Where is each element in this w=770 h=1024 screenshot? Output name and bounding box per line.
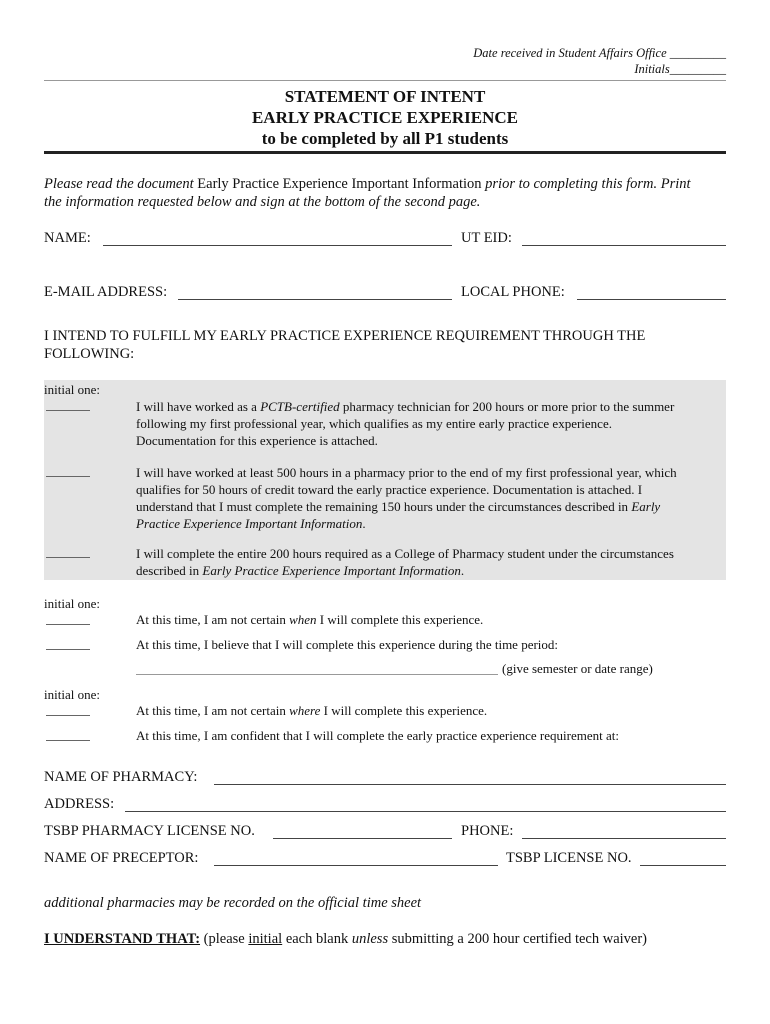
understand-unless: unless — [351, 931, 389, 947]
intro-doc-name: Early Practice Experience Important Information — [197, 176, 482, 192]
tsbp-license-field[interactable] — [640, 865, 726, 866]
title-line-2: EARLY PRACTICE EXPERIENCE — [251, 108, 519, 127]
pharmacy-name-field[interactable] — [214, 784, 726, 785]
email-label: E-MAIL ADDRESS: — [44, 284, 168, 300]
intro-part-2: prior to completing this form. Print — [481, 176, 691, 192]
understand-p3: submitting a 200 hour certified tech waiver) — [388, 931, 647, 947]
option-2-c: understand that I must complete the remaining 150 hours under the circumstances described in — [136, 499, 632, 514]
local-phone-label: LOCAL PHONE: — [461, 284, 565, 300]
address-label: ADDRESS: — [44, 796, 115, 812]
title-divider — [44, 151, 726, 154]
when-period-text: At this time, I believe that I will complete this experience during the time period: — [136, 637, 559, 652]
pharmacy-license-field[interactable] — [273, 838, 452, 839]
name-label: NAME: — [44, 230, 91, 246]
date-received-label: Date received in Student Affairs Office _________ — [473, 46, 726, 60]
where-confident-text: At this time, I am confident that I will complete the early practice experience requirement at: — [136, 728, 619, 743]
understand-label: I UNDERSTAND THAT: — [44, 931, 201, 947]
tsbp-license-label: TSBP LICENSE NO. — [506, 850, 632, 866]
where-a2: I will complete this experience. — [320, 703, 488, 718]
when-a: At this time, I am not certain — [136, 612, 290, 627]
understand-p2: each blank — [282, 931, 352, 947]
date-range-field[interactable] — [136, 674, 498, 675]
pharmacy-license-label: TSBP PHARMACY LICENSE NO. — [44, 823, 255, 839]
title-line-3: to be completed by all P1 students — [261, 129, 509, 148]
initial-one-label-3: initial one: — [44, 687, 100, 702]
option-1-c: Documentation for this experience is attached. — [136, 433, 378, 448]
phone-field[interactable] — [522, 838, 726, 839]
initials-label: Initials_________ — [634, 62, 726, 76]
intro-line-2: the information requested below and sign at the bottom of the second page. — [44, 194, 481, 210]
option-2-initial-blank[interactable] — [46, 476, 90, 477]
understand-initial: initial — [248, 931, 283, 947]
additional-note: additional pharmacies may be recorded on the official time sheet — [44, 895, 422, 911]
when-uncertain-initial-blank[interactable] — [46, 624, 90, 625]
understand-p1: (please — [200, 931, 249, 947]
initial-one-label-2: initial one: — [44, 596, 100, 611]
intend-line-2: FOLLOWING: — [44, 346, 135, 362]
when-period-initial-blank[interactable] — [46, 649, 90, 650]
when-a-italic: when — [289, 612, 317, 627]
option-3-b2: . — [460, 563, 465, 578]
preceptor-field[interactable] — [214, 865, 498, 866]
initial-one-label-1: initial one: — [44, 382, 100, 397]
option-1-a-italic: PCTB-certified — [260, 399, 340, 414]
intend-line-1: I INTEND TO FULFILL MY EARLY PRACTICE EXPERIENCE REQUIREMENT THROUGH THE — [44, 328, 646, 344]
where-uncertain-text — [136, 702, 487, 719]
ut-eid-field[interactable] — [522, 245, 726, 246]
name-field[interactable] — [103, 245, 452, 246]
when-uncertain-text — [136, 611, 483, 628]
top-divider — [44, 80, 726, 81]
where-a-italic: where — [289, 703, 321, 718]
phone-label: PHONE: — [461, 823, 514, 839]
when-a2: I will complete this experience. — [316, 612, 484, 627]
option-3-text — [136, 545, 674, 579]
option-1-b: following my first professional year, which qualifies as my entire early practice experience. — [136, 416, 612, 431]
option-2-text — [136, 464, 677, 532]
understand-line — [44, 931, 647, 948]
where-confident-initial-blank[interactable] — [46, 740, 90, 741]
email-field[interactable] — [178, 299, 452, 300]
option-1-initial-blank[interactable] — [46, 410, 90, 411]
option-2-d2: . — [362, 516, 366, 531]
address-field[interactable] — [125, 811, 726, 812]
option-3-b: described in — [136, 563, 203, 578]
option-2-d-italic: Practice Experience Important Information — [136, 516, 363, 531]
option-1-a2: pharmacy technician for 200 hours or more prior to the summer — [339, 399, 675, 414]
option-3-initial-blank[interactable] — [46, 557, 90, 558]
where-uncertain-initial-blank[interactable] — [46, 715, 90, 716]
local-phone-field[interactable] — [577, 299, 726, 300]
intro-line-1 — [44, 176, 734, 193]
option-1-text — [136, 398, 674, 449]
option-3-b-italic: Early Practice Experience Important Information — [202, 563, 461, 578]
option-3-a: I will complete the entire 200 hours required as a College of Pharmacy student under the circumstances — [136, 546, 674, 561]
date-range-hint: (give semester or date range) — [502, 661, 653, 676]
option-2-c-italic: Early — [631, 499, 661, 514]
where-a: At this time, I am not certain — [136, 703, 290, 718]
option-2-b: qualifies for 50 hours of credit toward the early practice experience. Documentation is attached. I — [136, 482, 643, 497]
option-1-a: I will have worked as a — [136, 399, 261, 414]
ut-eid-label: UT EID: — [461, 230, 512, 246]
title-line-1: STATEMENT OF INTENT — [284, 87, 486, 106]
option-2-a: I will have worked at least 500 hours in a pharmacy prior to the end of my first professional year, which — [136, 465, 677, 480]
pharmacy-name-label: NAME OF PHARMACY: — [44, 769, 198, 785]
preceptor-label: NAME OF PRECEPTOR: — [44, 850, 199, 866]
intro-part-1: Please read the document — [44, 176, 198, 192]
